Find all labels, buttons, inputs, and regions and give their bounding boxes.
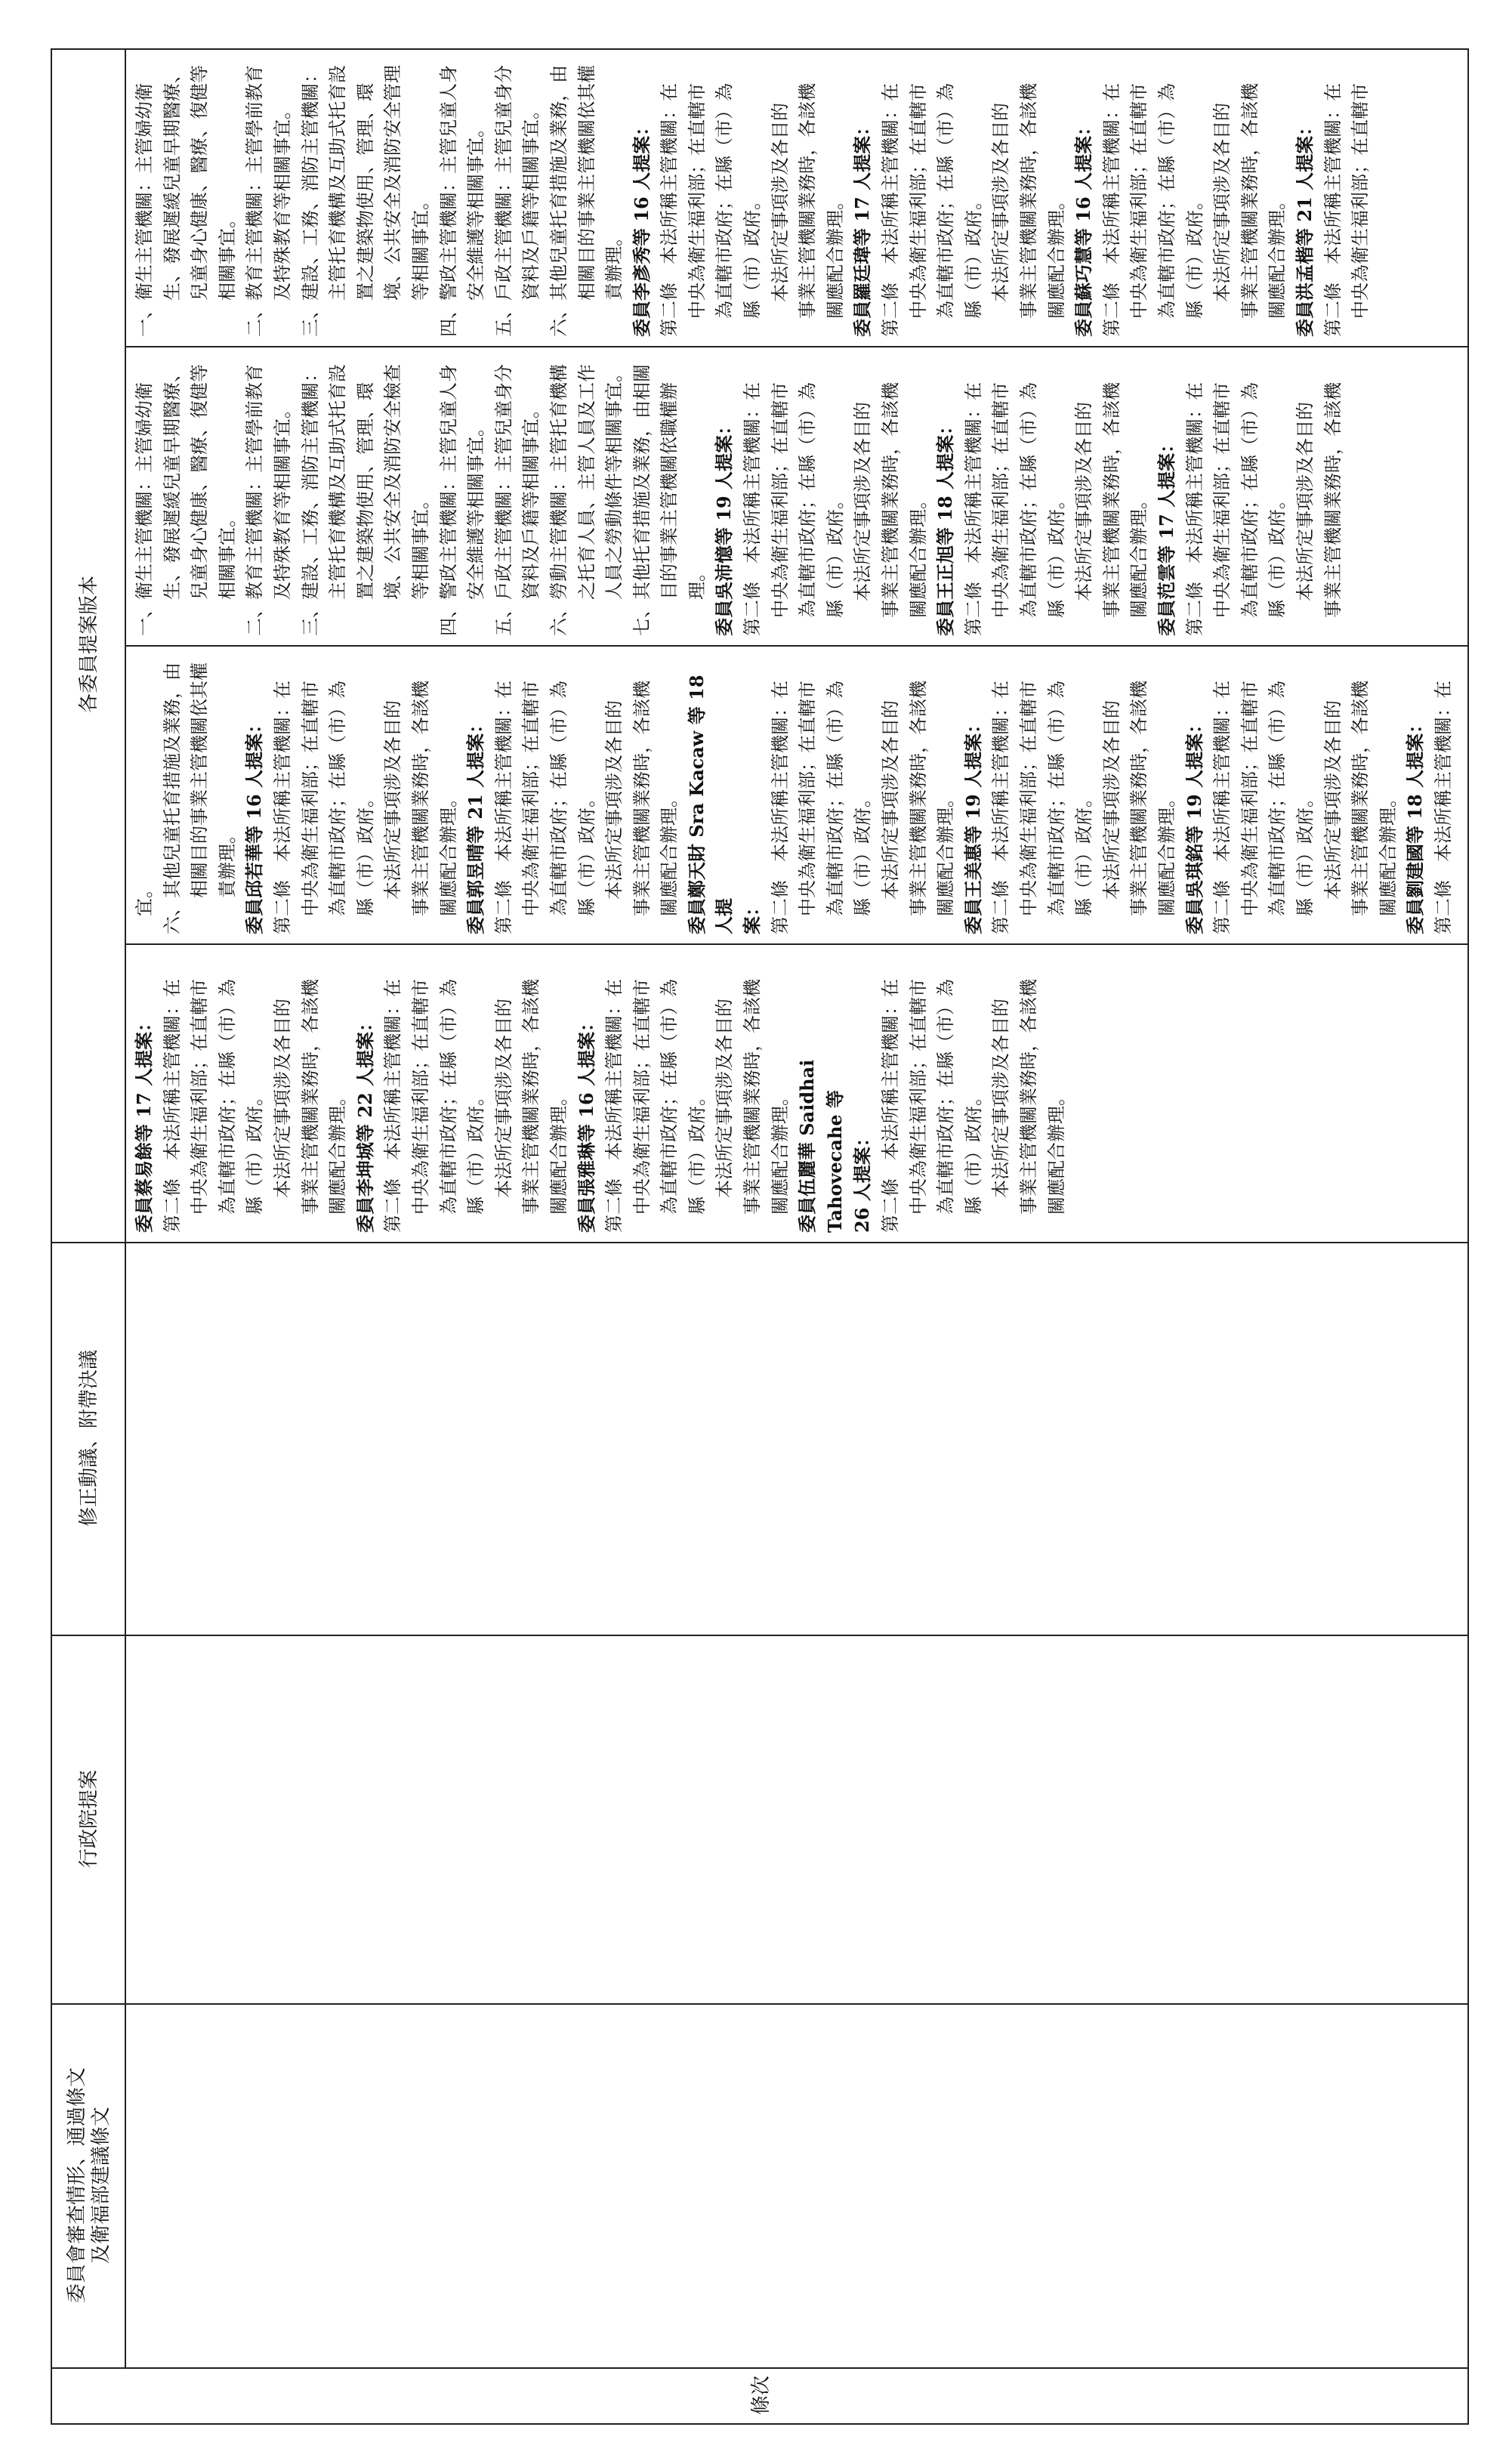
proposal-line: 關應配合辦理。 [907, 491, 929, 618]
proposal-line: 事業主管機關業務時，各該機 [1018, 83, 1039, 319]
proposal-line: 縣（市）政府。 [1183, 192, 1205, 319]
proposal-line: 事業主管機關業務時，各該機 [520, 979, 542, 1215]
proposal-line: 縣（市）政府。 [1045, 491, 1067, 618]
proposal-line: 事業主管機關業務時，各該機 [1100, 382, 1122, 618]
header-committee-proposals: 各委員提案版本 [78, 576, 100, 714]
proposal-line: 關應配合辦理。 [659, 789, 680, 916]
proposer-heading: 委員蔡易餘等 17 人提案： [133, 1013, 155, 1233]
proposal-line: 五、戶政主管機關：主管兒童身分資料及戶籍等相關事宜。 [492, 364, 542, 636]
proposal-line: 第二條 本法所稱主管機關：在 [1211, 681, 1233, 934]
proposal-line: 縣（市）政府。 [354, 789, 376, 916]
proposal-line: 中央為衛生福利部；在直轄市 [1128, 83, 1150, 319]
proposal-line: 本法所定事項涉及各目的 [271, 999, 293, 1198]
proposal-line: 二、教育主管機關：主管學前教育及特殊教育等相關事宜。 [244, 65, 293, 337]
proposal-line: 宜。 [134, 880, 155, 916]
proposal-line: 第二條 本法所稱主管機關：在 [492, 681, 514, 934]
proposer-heading: 委員吳琪銘等 19 人提案： [1183, 715, 1205, 934]
proposal-line: 事業主管機關業務時，各該機 [880, 382, 902, 618]
proposal-line: 中央為衛生福利部；在直轄市 [1239, 681, 1261, 916]
proposal-line: 中央為衛生福利部；在直轄市 [520, 681, 542, 916]
proposal-line: 為直轄市政府；在縣（市）為 [1239, 382, 1261, 618]
proposer-heading: 26 人提案： [851, 1129, 874, 1233]
proposal-line: 事業主管機關業務時，各該機 [631, 681, 653, 916]
proposer-heading: 委員伍麗華 Saidhai Tahovecahe 等 [796, 1059, 846, 1233]
proposal-line: 關應配合辦理。 [1156, 789, 1177, 916]
proposer-heading: 委員李坤城等 22 人提案： [353, 1013, 376, 1233]
proposal-line: 中央為衛生福利部；在直轄市 [299, 681, 321, 916]
proposal-line: 為直轄市政府；在縣（市）為 [437, 979, 459, 1215]
proposal-line: 縣（市）政府。 [742, 192, 764, 319]
proposal-line: 關應配合辦理。 [1377, 789, 1399, 916]
proposal-line: 中央為衛生福利部；在直轄市 [769, 382, 791, 618]
proposal-line: 為直轄市政府；在縣（市）為 [824, 681, 846, 916]
proposal-line: 本法所定事項涉及各目的 [880, 700, 902, 900]
proposer-heading: 委員吳沛憶等 19 人提案： [713, 416, 736, 636]
proposal-line: 縣（市）政府。 [962, 1088, 984, 1215]
proposal-line: 關應配合辦理。 [935, 789, 957, 916]
proposal-line: 縣（市）政府。 [1294, 789, 1316, 916]
proposal-line: 縣（市）政府。 [576, 789, 597, 916]
proposal-line: 四、警政主管機關：主管兒童人身安全維護等相關事宜。 [437, 364, 487, 636]
proposal-line: 第二條 本法所稱主管機關：在 [990, 681, 1012, 934]
proposal-line: 縣（市）政府。 [465, 1088, 487, 1215]
proposal-line: 第二條 本法所稱主管機關：在 [603, 979, 625, 1233]
proposal-line: 關應配合辦理。 [327, 1088, 349, 1215]
proposal-line: 本法所定事項涉及各目的 [492, 999, 514, 1198]
proposer-heading: 案： [741, 898, 764, 934]
proposal-line: 事業主管機關業務時，各該機 [1350, 681, 1372, 916]
header-committee-review: 委員會審查情形、通過條文 及衛福部建議條文 [66, 2067, 113, 2304]
proposer-heading: 委員張雅琳等 16 人提案： [575, 1013, 597, 1233]
proposal-line: 事業主管機關業務時，各該機 [1322, 382, 1344, 618]
executive-proposal-cell [126, 1636, 1467, 2003]
proposal-line: 為直轄市政府；在縣（市）為 [327, 681, 349, 916]
proposal-line: 一、衛生主管機關：主管婦幼衛生、發展遲緩兒童早期醫療、兒童身心健康、醫療、復健等相關事宜。 [134, 65, 238, 337]
proposal-line: 中央為衛生福利部；在直轄市 [686, 83, 708, 319]
proposal-line: 為直轄市政府；在縣（市）為 [714, 83, 736, 319]
proposal-line: 關應配合辦理。 [1267, 192, 1288, 319]
proposal-line: 第二條 本法所稱主管機關：在 [1322, 83, 1344, 337]
proposer-heading: 委員李彥秀等 16 人提案： [630, 117, 653, 337]
proposal-line: 中央為衛生福利部；在直轄市 [1211, 382, 1233, 618]
proposer-heading: 委員鄭天財 Sra Kacaw 等 18 人提 [685, 675, 736, 934]
proposal-line: 本法所定事項涉及各目的 [1100, 700, 1122, 900]
proposal-line: 為直轄市政府；在縣（市）為 [659, 979, 680, 1215]
proposal-line: 本法所定事項涉及各目的 [1294, 402, 1316, 601]
header-article: 條次 [750, 2376, 773, 2416]
proposal-line: 事業主管機關業務時，各該機 [299, 979, 321, 1215]
proposal-line: 為直轄市政府；在縣（市）為 [1045, 681, 1067, 916]
proposal-line: 中央為衛生福利部；在直轄市 [797, 681, 819, 916]
proposal-line: 第二條 本法所稱主管機關：在 [271, 681, 293, 934]
proposal-line: 本法所定事項涉及各目的 [769, 103, 791, 302]
header-executive-proposal: 行政院提案 [78, 1770, 100, 1869]
proposal-line: 第二條 本法所稱主管機關：在 [742, 382, 764, 636]
proposal-line: 第二條 本法所稱主管機關：在 [161, 979, 183, 1233]
proposal-line: 中央為衛生福利部；在直轄市 [1018, 681, 1039, 916]
proposal-line: 為直轄市政府；在縣（市）為 [935, 83, 957, 319]
proposal-column-2 [126, 647, 1467, 943]
proposal-line: 四、警政主管機關：主管兒童人身安全維護等相關事宜。 [437, 65, 487, 337]
proposal-line: 三、建設、工務、消防主管機關：主管托育機構及互助式托育設置之建築物使用、管理、環境、公共安全及消防安全管理等相關事宜。 [299, 65, 431, 337]
proposal-line: 本法所定事項涉及各目的 [852, 402, 874, 601]
proposal-line: 事業主管機關業務時，各該機 [1239, 83, 1261, 319]
proposal-line: 為直轄市政府；在縣（市）為 [548, 681, 569, 916]
proposal-line: 事業主管機關業務時，各該機 [1018, 979, 1039, 1215]
proposal-line: 為直轄市政府；在縣（市）為 [1018, 382, 1039, 618]
proposal-line: 中央為衛生福利部；在直轄市 [1350, 83, 1372, 319]
proposal-column-3 [126, 347, 1467, 645]
proposal-line: 第二條 本法所稱主管機關：在 [1432, 681, 1454, 934]
proposal-line: 第二條 本法所稱主管機關：在 [382, 979, 404, 1233]
proposal-line: 中央為衛生福利部；在直轄市 [907, 979, 929, 1215]
proposal-line: 關應配合辦理。 [437, 789, 459, 916]
proposal-line: 關應配合辦理。 [769, 1088, 791, 1215]
proposal-line: 本法所定事項涉及各目的 [382, 700, 404, 900]
proposal-line: 縣（市）政府。 [824, 491, 846, 618]
proposal-line: 中央為衛生福利部；在直轄市 [990, 382, 1012, 618]
proposal-column-4 [126, 47, 1467, 346]
proposal-line: 本法所定事項涉及各目的 [603, 700, 625, 900]
committee-review-cell [126, 2005, 1467, 2367]
proposal-column-1 [126, 945, 1467, 1242]
proposal-line: 為直轄市政府；在縣（市）為 [1267, 681, 1288, 916]
comparison-table [51, 48, 1469, 2425]
proposal-line: 本法所定事項涉及各目的 [1211, 103, 1233, 302]
proposal-line: 事業主管機關業務時，各該機 [742, 979, 764, 1215]
proposal-line: 縣（市）政府。 [1267, 491, 1288, 618]
proposer-heading: 委員邱若華等 16 人提案： [243, 715, 266, 934]
proposal-line: 關應配合辦理。 [1045, 192, 1067, 319]
proposer-heading: 委員王美惠等 19 人提案： [961, 715, 984, 934]
proposal-line: 事業主管機關業務時，各該機 [797, 83, 819, 319]
proposal-line: 中央為衛生福利部；在直轄市 [631, 979, 653, 1215]
proposal-line: 關應配合辦理。 [1128, 491, 1150, 618]
proposer-heading: 委員羅廷瑋等 17 人提案： [851, 117, 874, 337]
proposal-line: 縣（市）政府。 [1073, 789, 1095, 916]
amendment-motion-cell [126, 1243, 1467, 1635]
proposer-heading: 委員洪孟楷等 21 人提案： [1293, 117, 1316, 337]
proposal-line: 縣（市）政府。 [962, 192, 984, 319]
proposal-line: 第二條 本法所稱主管機關：在 [659, 83, 680, 337]
proposer-heading: 委員劉建國等 18 人提案： [1404, 715, 1427, 934]
proposer-heading: 委員蘇巧慧等 16 人提案： [1072, 117, 1095, 337]
proposer-heading: 委員郭昱晴等 21 人提案： [464, 715, 487, 934]
proposal-line: 七、其他托育措施及業務，由相關目的事業主管機關依職權辦理。 [631, 364, 708, 636]
proposal-line: 為直轄市政府；在縣（市）為 [216, 979, 238, 1215]
proposal-line: 五、戶政主管機關：主管兒童身分資料及戶籍等相關事宜。 [492, 65, 542, 337]
proposal-line: 本法所定事項涉及各目的 [990, 999, 1012, 1198]
proposal-line: 第二條 本法所稱主管機關：在 [962, 382, 984, 636]
proposal-line: 關應配合辦理。 [1045, 1088, 1067, 1215]
proposal-line: 為直轄市政府；在縣（市）為 [1156, 83, 1177, 319]
proposal-line: 第二條 本法所稱主管機關：在 [1100, 83, 1122, 337]
proposal-line: 六、其他兒童托育措施及業務，由相關目的事業主管機關依其權責辦理。 [161, 662, 238, 934]
proposer-heading: 委員王正旭等 18 人提案： [934, 416, 957, 636]
proposal-line: 第二條 本法所稱主管機關：在 [880, 979, 902, 1233]
proposal-line: 縣（市）政府。 [852, 789, 874, 916]
proposal-line: 關應配合辦理。 [548, 1088, 569, 1215]
proposal-line: 事業主管機關業務時，各該機 [409, 681, 431, 916]
proposal-line: 縣（市）政府。 [686, 1088, 708, 1215]
proposal-line: 本法所定事項涉及各目的 [1073, 402, 1095, 601]
proposal-line: 縣（市）政府。 [244, 1088, 266, 1215]
proposal-line: 本法所定事項涉及各目的 [990, 103, 1012, 302]
proposal-line: 本法所定事項涉及各目的 [714, 999, 736, 1198]
proposal-line: 為直轄市政府；在縣（市）為 [797, 382, 819, 618]
proposal-line: 中央為衛生福利部；在直轄市 [189, 979, 211, 1215]
proposal-line: 中央為衛生福利部；在直轄市 [409, 979, 431, 1215]
proposal-line: 第二條 本法所稱主管機關：在 [1183, 382, 1205, 636]
proposal-line: 第二條 本法所稱主管機關：在 [769, 681, 791, 934]
proposal-line: 一、衛生主管機關：主管婦幼衛生、發展遲緩兒童早期醫療、兒童身心健康、醫療、復健等相關事宜。 [134, 364, 238, 636]
proposal-line: 六、勞動主管機關：主管托育機構之托育人員、主管人員及工作人員之勞動條件等相關事宜。 [548, 364, 625, 636]
proposal-line: 本法所定事項涉及各目的 [1322, 700, 1344, 900]
proposal-line: 事業主管機關業務時，各該機 [907, 681, 929, 916]
header-amendment-motion: 修正動議、附帶決議 [78, 1350, 100, 1527]
proposal-line: 為直轄市政府；在縣（市）為 [935, 979, 957, 1215]
proposal-line: 中央為衛生福利部；在直轄市 [907, 83, 929, 319]
proposal-line: 關應配合辦理。 [824, 192, 846, 319]
proposal-line: 二、教育主管機關：主管學前教育及特殊教育等相關事宜。 [244, 364, 293, 636]
proposal-line: 六、其他兒童托育措施及業務，由相關目的事業主管機關依其權責辦理。 [548, 65, 625, 337]
proposal-line: 事業主管機關業務時，各該機 [1128, 681, 1150, 916]
proposal-line: 三、建設、工務、消防主管機關：主管托育機構及互助式托育設置之建築物使用、管理、環境、公共安全及消防安全檢查等相關事宜。 [299, 364, 431, 636]
divider [52, 2367, 1467, 2369]
proposer-heading: 委員范雲等 17 人提案： [1155, 434, 1177, 636]
proposal-line: 第二條 本法所稱主管機關：在 [880, 83, 902, 337]
